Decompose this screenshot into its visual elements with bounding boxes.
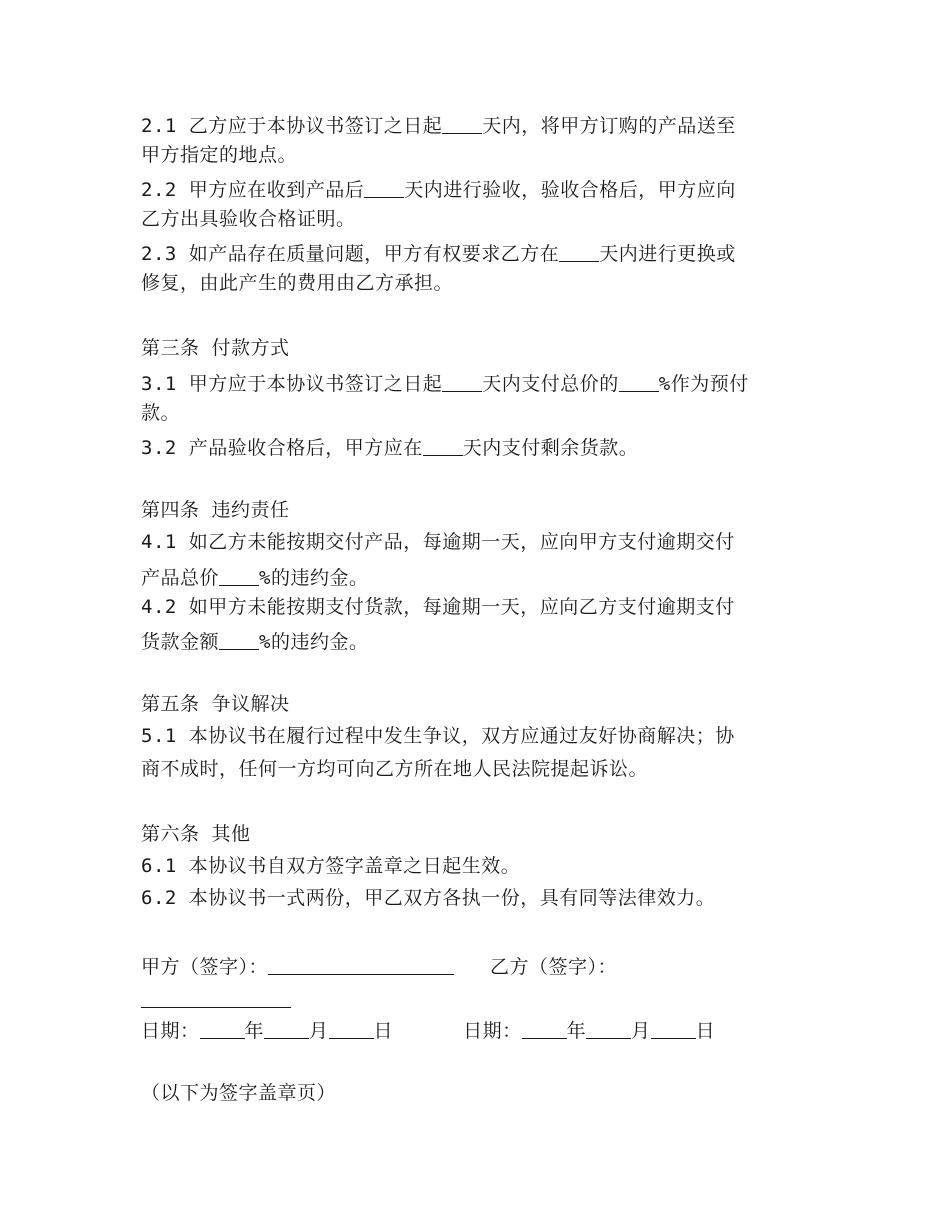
blank-year: [522, 1019, 567, 1039]
clause-2-2-line1: [141, 178, 736, 200]
footer-note: （以下为签字盖章页）: [141, 1082, 337, 1104]
clause-2-3-line2: [141, 274, 453, 293]
clause-text: %的违约金。: [259, 567, 369, 589]
clause-text: 天内进行更换或: [599, 243, 736, 265]
year-label: 年: [244, 1020, 265, 1042]
blank-days: [442, 114, 482, 134]
party-a-signature-line: [268, 955, 454, 975]
blank-days: [442, 372, 482, 392]
signature-row: [141, 955, 617, 977]
clause-text: 货款金额: [141, 631, 220, 653]
clause-text: 甲方指定的地点。: [141, 144, 298, 166]
date-label-a: 日期：: [141, 1020, 200, 1042]
blank-days: [423, 436, 463, 456]
clause-5-1-line1: 5.1 本协议书在履行过程中发生争议，双方应通过友好协商解决；协: [141, 725, 735, 747]
clause-text: %的违约金。: [259, 631, 369, 653]
clause-text: 乙方出具验收合格证明。: [141, 208, 356, 230]
clause-text: 修复，由此产生的费用由乙方承担。: [141, 272, 454, 294]
blank-percent: [219, 566, 259, 586]
section-3-title: 第三条 付款方式: [141, 337, 290, 359]
clause-5-1-line2: 商不成时，任何一方均可向乙方所在地人民法院提起诉讼。: [141, 758, 649, 780]
section-5-title: 第五条 争议解决: [141, 693, 290, 715]
clause-2-2-line2: [141, 210, 356, 229]
clause-4-2-line2: [141, 630, 368, 652]
party-a-label: 甲方（签字）：: [141, 956, 269, 978]
month-label: 月: [309, 1020, 329, 1042]
clause-text: 产品总价: [141, 567, 220, 589]
blank-days: [559, 242, 599, 262]
clause-6-1: 6.1 本协议书自双方签字盖章之日起生效。: [141, 855, 521, 877]
day-label: 日: [695, 1020, 716, 1042]
party-b-signature-line: [141, 1007, 291, 1008]
blank-day: [329, 1019, 374, 1039]
blank-year: [200, 1019, 245, 1039]
date-row: [141, 1019, 715, 1041]
clause-4-1-line1: 4.1 如乙方未能按期交付产品，每逾期一天，应向甲方支付逾期交付: [141, 531, 735, 553]
clause-text: 天内支付剩余货款。: [462, 437, 639, 459]
blank-percent: [219, 630, 259, 650]
blank-month: [586, 1019, 631, 1039]
clause-3-1-line1: [141, 372, 749, 394]
clause-2-3-line1: [141, 242, 736, 264]
clause-text: 3.1 甲方应于本协议书签订之日起: [141, 373, 443, 395]
blank-day: [651, 1019, 696, 1039]
clause-text: 3.2 产品验收合格后，甲方应在: [141, 437, 423, 459]
date-label-b: 日期：: [463, 1020, 522, 1042]
clause-text: %作为预付: [658, 373, 749, 395]
clause-3-1-line2: [141, 404, 180, 423]
clause-text: 天内支付总价的: [482, 373, 619, 395]
clause-6-2: 6.2 本协议书一式两份，甲乙双方各执一份，具有同等法律效力。: [141, 887, 716, 909]
clause-text: 2.1 乙方应于本协议书签订之日起: [141, 115, 443, 137]
section-6-title: 第六条 其他: [141, 823, 251, 845]
blank-percent: [619, 372, 659, 392]
year-label: 年: [566, 1020, 587, 1042]
day-label: 日: [373, 1020, 394, 1042]
section-4-title: 第四条 违约责任: [141, 499, 290, 521]
clause-3-2: [141, 436, 638, 458]
clause-text: 2.3 如产品存在质量问题，甲方有权要求乙方在: [141, 243, 560, 265]
clause-text: 天内进行验收，验收合格后，甲方应向: [404, 179, 736, 201]
blank-days: [364, 178, 404, 198]
clause-text: 款。: [141, 402, 181, 424]
clause-4-1-line2: [141, 566, 368, 588]
clause-2-1-line1: [141, 114, 736, 136]
blank-month: [264, 1019, 309, 1039]
clause-4-2-line1: 4.2 如甲方未能按期支付货款，每逾期一天，应向乙方支付逾期支付: [141, 596, 735, 618]
clause-2-1-line2: [141, 146, 297, 165]
party-b-label: 乙方（签字）：: [490, 956, 618, 978]
clause-text: 天内，将甲方订购的产品送至: [482, 115, 736, 137]
clause-text: 2.2 甲方应在收到产品后: [141, 179, 365, 201]
month-label: 月: [631, 1020, 651, 1042]
